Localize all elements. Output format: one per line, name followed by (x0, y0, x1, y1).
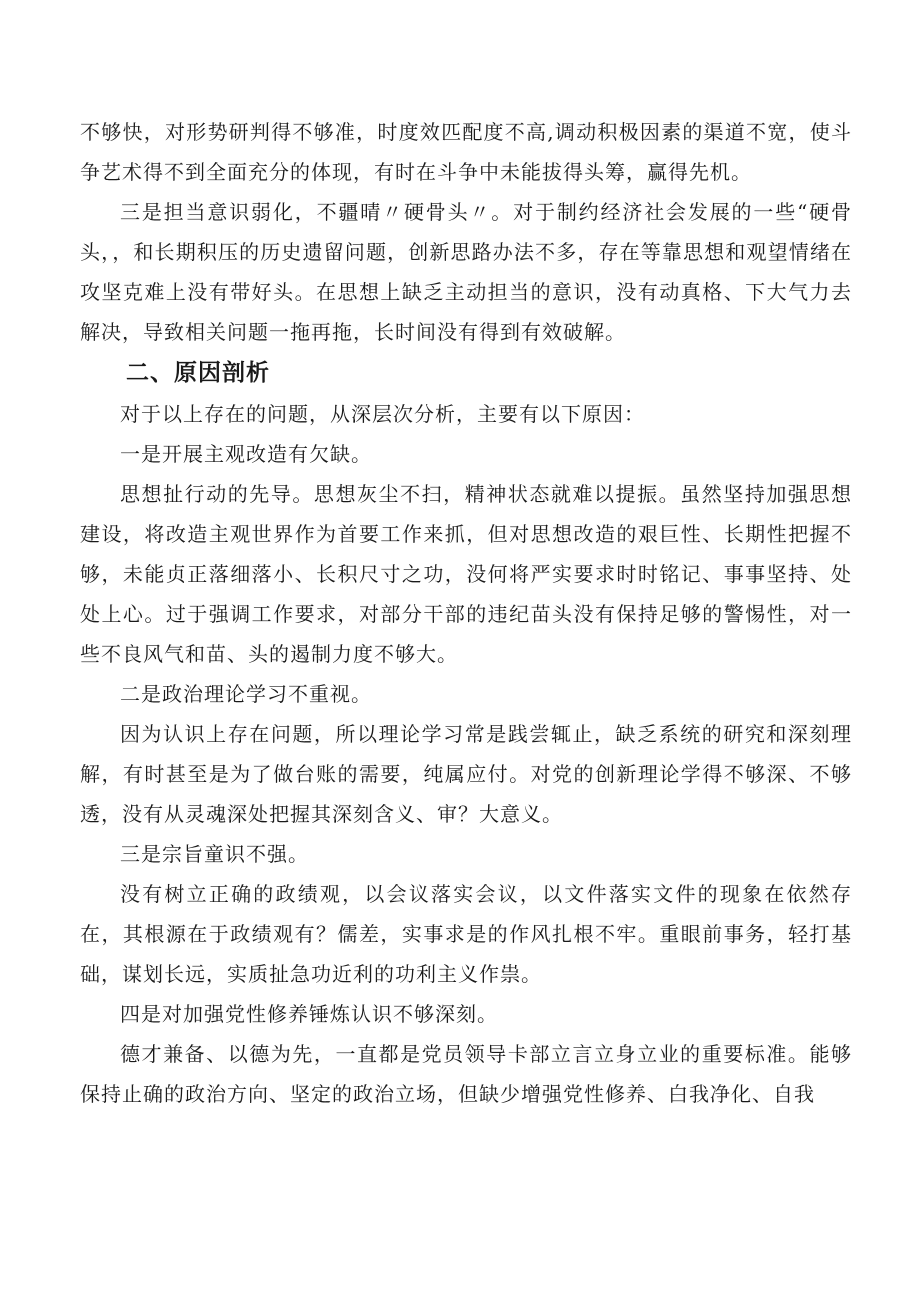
paragraph-reason-4: 德才兼备、以德为先，一直都是党员领导卡部立言立身立业的重要标准。能够保持止确的政治方向、坚定的政治立场，但缺少增强党性修养、白我净化、自我 (80, 1042, 852, 1106)
paragraph-reason-2: 因为认识上存在问题，所以理论学习常是践尝辄止，缺乏系统的研究和深刻理解，有时甚至是为了做台账的需要，纯属应付。对党的创新理论学得不够深、不够透，没有从灵魂深处把握其深刻含义、审？大意义。 (80, 722, 852, 826)
subheading-reason-3: 三是宗旨童识不强。 (120, 842, 309, 866)
paragraph-continuation: 不够快，对形势研判得不够准，时度效匹配度不高,调动积极因素的渠道不宽，使斗争艺术得不到全面充分的体现，有时在斗争中未能拔得头筹，赢得先机。 (80, 120, 852, 184)
subheading-reason-2: 二是政治理论学习不重视。 (120, 682, 372, 706)
subheading-reason-4: 四是对加强党性修养锤炼认识不够深刻。 (120, 1002, 498, 1026)
paragraph-third-issue: 三是担当意识弱化，不疆晴〃硬骨头〃。对于制约经济社会发展的一些“硬骨头，，和长期积压的历史遗留问题，创新思路办法不多，存在等靠思想和观望情绪在攻坚克难上没有带好头。在思想上缺乏主动担当的意识，没有动真格、下大气力去解决，导致相关问题一拖再拖，长时间没有得到有效破解。 (80, 200, 852, 344)
document-body (80, 112, 852, 1114)
paragraph-reason-1: 思想扯行动的先导。思想灰尘不扫，精神状态就难以提振。虽然坚持加强思想建设，将改造主观世界作为首要工作来抓，但对思想改造的艰巨性、长期性把握不够，未能贞正落细落小、长积尺寸之功，没何将严实要求时时铭记、事事坚持、处处上心。过于强调工作要求，对部分干部的违纪苗头没有保持足够的警惕性，对一些不良风气和苗、头的遏制力度不够大。 (80, 482, 852, 666)
paragraph-reason-3: 没有树立正确的政绩观，以会议落实会议，以文件落实文件的现象在依然存在，其根源在于政绩观有？儒差，实事求是的作风扎根不牢。重眼前事务，轻打基础，谋划长远，实质扯急功近利的功利主义作祟。 (80, 882, 852, 986)
subheading-reason-1: 一是开展主观改造有欠缺。 (120, 442, 372, 466)
paragraph-intro: 对于以上存在的问题，从深层次分析，主要有以下原因： (120, 402, 645, 426)
section-heading: 二、原因剖析 (126, 360, 270, 386)
